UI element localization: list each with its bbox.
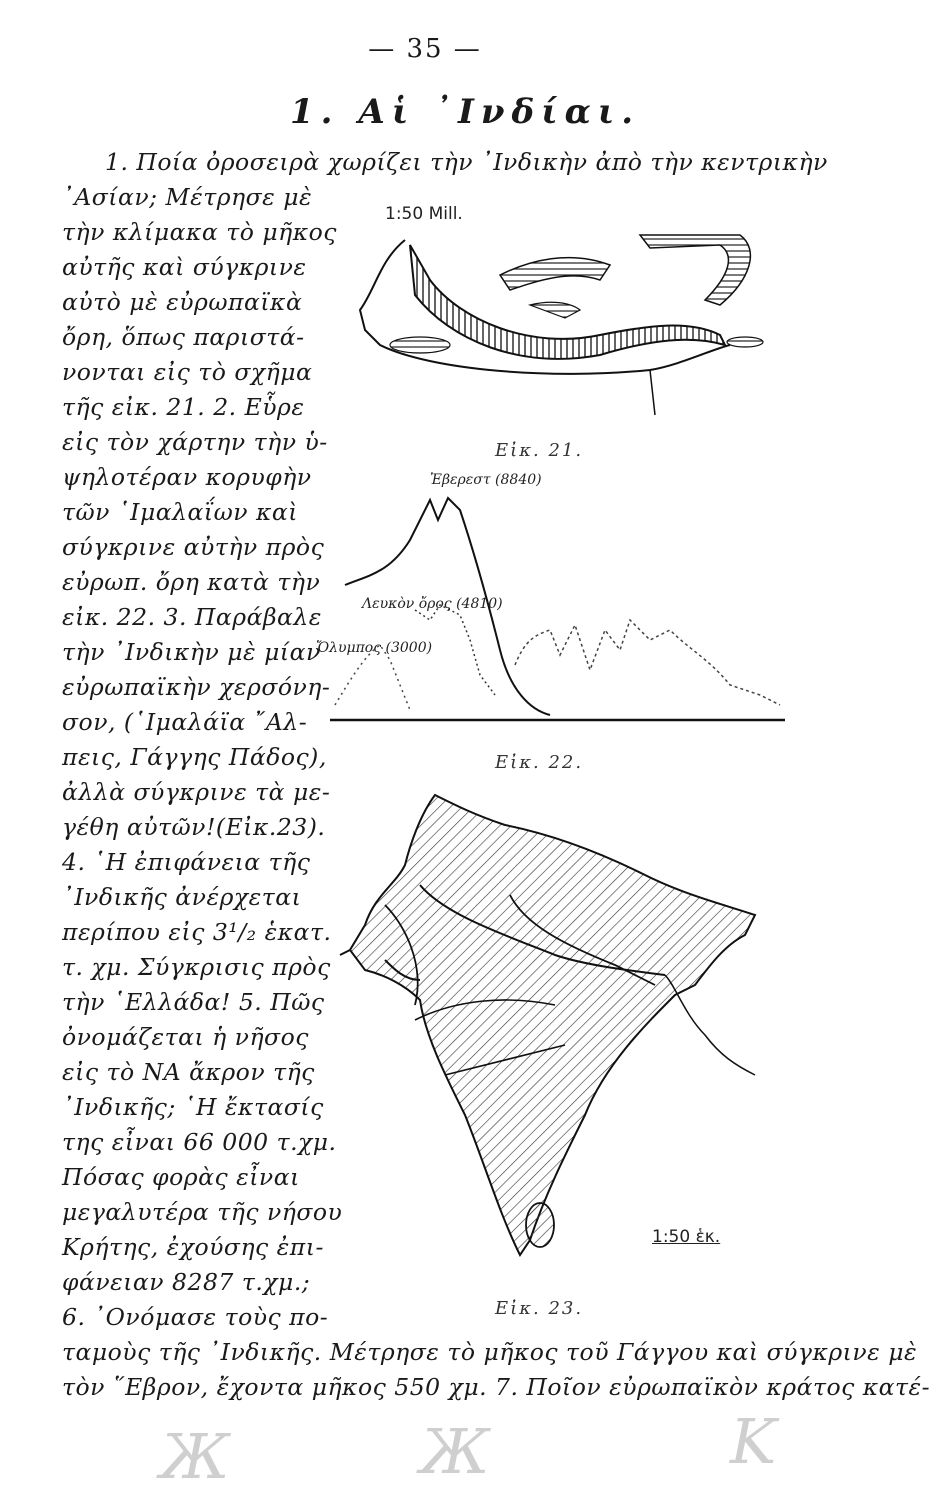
text-line: εἰκ. 22. 3. Παράβαλε [62,603,322,631]
olympus-label: Ὄλυμπος (3000) [316,640,433,656]
text-line: γέθη αὐτῶν!(Εἰκ.23). [62,813,326,841]
text-line: 1. Ποία ὀροσειρὰ χωρίζει τὴν ᾿Ινδικὴν ἀπὸ τὴν κεντρικὴν [105,148,828,176]
text-line: τὴν ᾿Ινδικὴν μὲ μίαν [62,638,321,666]
text-line: φάνειαν 8287 τ.χμ.; [62,1268,311,1296]
text-line: τὸν ῞Εβρον, ἔχοντα μῆκος 550 χμ. 7. Ποῖον εὐρωπαϊκὸν κράτος κατέ- [62,1373,931,1401]
text-line: μεγαλυτέρα τῆς νήσου [62,1198,343,1226]
everest-label: Ἐβερεστ (8840) [430,472,542,488]
text-line: της εἶναι 66 000 τ.χμ. [62,1128,337,1156]
pencil-mark: K [730,1405,777,1478]
text-line: ὄρη, ὅπως παριστά- [62,323,305,351]
text-line: σον, (῾Ιμαλάϊα ῎Αλ- [62,708,308,736]
text-line: σύγκρινε αὐτὴν πρὸς [62,533,325,561]
page-number: — 35 — [368,34,482,64]
text-line: αὐτῆς καὶ σύγκρινε [62,253,307,281]
text-line: ᾿Ινδικῆς ἀνέρχεται [62,883,302,911]
fig22-caption: Εἰκ. 22. [495,752,584,773]
text-line: ὀνομάζεται ἡ νῆσος [62,1023,309,1051]
fig21-caption: Εἰκ. 21. [495,440,584,461]
text-line: Κρήτης, ἐχούσης ἐπι- [62,1233,324,1261]
text-line: 4. ῾Η ἐπιφάνεια τῆς [62,848,311,876]
pencil-mark: Ж [420,1415,490,1488]
text-line: εὐρωπαϊκὴν χερσόνη- [62,673,331,701]
text-line: ᾿Ινδικῆς; ῾Η ἔκτασίς [62,1093,324,1121]
text-line: εἰς τὸ ΝΑ ἄκρον τῆς [62,1058,315,1086]
text-line: εὐρωπ. ὄρη κατὰ τὴν [62,568,321,596]
text-line: τῶν ῾Ιμαλαΐων καὶ [62,498,298,526]
page-title: 1. Αἱ ᾿Ινδίαι. [290,92,641,132]
text-line: εἰς τὸν χάρτην τὴν ὑ- [62,428,328,456]
mont-blanc-label: Λευκὸν ὄρος (4810) [362,596,503,612]
text-line: ᾿Ασίαν; Μέτρησε μὲ [62,183,313,211]
text-line: αὐτὸ μὲ εὐρωπαϊκὰ [62,288,303,316]
text-line: 6. ᾿Ονόμασε τοὺς πο- [62,1303,329,1331]
text-line: ψηλοτέραν κορυφὴν [62,463,312,491]
pencil-mark: Ж [160,1420,230,1493]
text-line: Πόσας φορὰς εἶναι [62,1163,300,1191]
fig23-scale: 1:50 ἑκ. [652,1227,721,1247]
text-line: πεις, Γάγγης Πάδος), [62,743,327,771]
fig21-sketch [350,220,770,420]
text-line: τὴν κλίμακα τὸ μῆκος [62,218,337,246]
text-line: περίπου εἰς 3¹/₂ ἑκατ. [62,918,332,946]
fig23-caption: Εἰκ. 23. [495,1298,584,1319]
fig23-map [325,785,765,1285]
text-line: ἀλλὰ σύγκρινε τὰ με- [62,778,331,806]
text-line: τῆς εἰκ. 21. 2. Εὗρε [62,393,305,421]
text-line: νονται εἰς τὸ σχῆμα [62,358,313,386]
fig21-scale: 1:50 Mill. [385,204,463,224]
text-line: ταμοὺς τῆς ᾿Ινδικῆς. Μέτρησε τὸ μῆκος τοῦ Γάγγου καὶ σύγκρινε μὲ [62,1338,918,1366]
text-line: τὴν ῾Ελλάδα! 5. Πῶς [62,988,325,1016]
text-line: τ. χμ. Σύγκρισις πρὸς [62,953,331,981]
